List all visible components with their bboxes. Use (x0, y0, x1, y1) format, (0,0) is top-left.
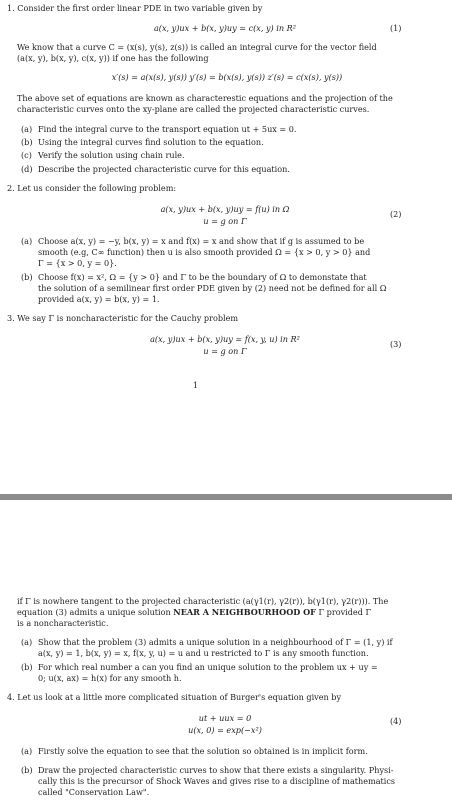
characteristic-system: x′(s) = a(x(s), y(s)) y′(s) = b(x(s), y(s)) z′(s) = c(x(s), y(s)) (111, 72, 343, 82)
q3-intro: 3. We say Γ is noncharacteristic for the Cauchy problem (7, 313, 239, 323)
q1-item-c (21, 150, 185, 161)
item-label: (b) (21, 765, 33, 775)
document-page-2 (0, 500, 452, 810)
item-label: (a) (21, 746, 33, 756)
q2-item-a (21, 236, 364, 247)
equation-4-line1: ut + uux = 0 (198, 713, 252, 723)
item-text-line1: For which real number a can you find an unique solution to the problem ux + uy = (38, 662, 378, 672)
item-text-line1: Show that the problem (3) admits a unique solution in a neighbourhood of Γ = (1, y) if (38, 637, 393, 647)
q4-item-b-line2: cally this is the precursor of Shock Waves and gives rise to a discipline of mathematics (38, 776, 396, 786)
equation-1-number: (1) (390, 23, 402, 33)
q3-item-b-line2: 0; u(x, ax) = h(x) for any smooth h. (38, 673, 182, 683)
item-label: (a) (21, 637, 33, 647)
item-text-line1: Draw the projected characteristic curves to show that there exists a singularity. Physi- (38, 765, 394, 775)
q3-item-b (21, 662, 378, 673)
equation-3-number: (3) (390, 339, 402, 349)
page-number: 1 (193, 380, 199, 390)
q4-intro: 4. Let us look at a little more complicated situation of Burger's equation given by (7, 692, 342, 702)
equation-2-line2: u = g on Γ (203, 216, 247, 226)
q2-item-b (21, 272, 367, 283)
q2-item-a-line3: Γ = {x > 0, y = 0}. (38, 258, 117, 268)
equation-4-number: (4) (390, 716, 402, 726)
item-label: (c) (21, 150, 32, 160)
item-text: Describe the projected characteristic curve for this equation. (38, 164, 290, 174)
item-text: Using the integral curves find solution to the equation. (38, 137, 264, 147)
item-label: (a) (21, 124, 33, 134)
q1-text-b-line2: characteristic curves onto the xy-plane are called the projected characteristic curves. (17, 104, 370, 114)
item-text-line1: Choose f(x) = x², Ω = {y > 0} and Γ to be the boundary of Ω to demonstate that (38, 272, 367, 282)
emphasis-text: NEAR A NEIGHBOURHOOD OF (173, 607, 316, 617)
q3-item-a (21, 637, 393, 648)
q3-item-a-line2: a(x, y) = 1, b(x, y) = x, f(x, y, u) = u and u restricted to Γ is any smooth function. (38, 648, 369, 658)
equation-3-line1: a(x, y)ux + b(x, y)uy = f(x, y, u) in R² (150, 334, 300, 344)
item-label: (b) (21, 137, 33, 147)
item-text: Verify the solution using chain rule. (38, 150, 185, 160)
q1-intro: 1. Consider the first order linear PDE in two variable given by (7, 3, 263, 13)
q1-item-d (21, 164, 290, 175)
q4-item-b (21, 765, 394, 776)
q1-text-b-line1: The above set of equations are known as characterestic equations and the projection of the (17, 93, 393, 103)
q3-continuation-line2 (17, 607, 371, 618)
item-label: (a) (21, 236, 33, 246)
item-text-line1: Firstly solve the equation to see that the solution so obtained is in implicit form. (38, 746, 368, 756)
continuation-text: equation (3) admits a unique solution (17, 607, 174, 617)
item-label: (b) (21, 272, 33, 282)
q4-item-a (21, 746, 368, 757)
equation-3-line2: u = g on Γ (203, 346, 247, 356)
q4-item-b-line3: called "Conservation Law". (38, 787, 150, 797)
item-text: Find the integral curve to the transport equation ut + 5ux = 0. (38, 124, 297, 134)
q1-text-a-line1: We know that a curve C = (x(s), y(s), z(s)) is called an integral curve for the vector field (17, 42, 377, 52)
q2-intro: 2. Let us consider the following problem: (7, 183, 177, 193)
q1-item-b (21, 137, 264, 148)
q3-continuation-line3: is a noncharacteristic. (17, 618, 109, 628)
q2-item-b-line3: provided a(x, y) = b(x, y) = 1. (38, 294, 160, 304)
q1-text-a-line2: (a(x, y), b(x, y), c(x, y)) if one has the following (17, 53, 209, 63)
equation-4-line2: u(x, 0) = exp(−x²) (188, 725, 262, 735)
continuation-text-tail: Γ provided Γ (315, 607, 372, 617)
q1-item-a (21, 124, 297, 135)
equation-1: a(x, y)ux + b(x, y)uy = c(x, y) in R² (153, 23, 297, 33)
equation-2-line1: a(x, y)ux + b(x, y)uy = f(u) in Ω (160, 204, 290, 214)
q2-item-a-line2: smooth (e.g, C∞ function) then u is also smooth provided Ω = {x > 0, y > 0} and (38, 247, 371, 257)
item-text-line1: Choose a(x, y) = −y, b(x, y) = x and f(x) = x and show that if g is assumed to be (38, 236, 365, 246)
q2-item-b-line2: the solution of a semilinear first order PDE given by (2) need not be defined for all Ω (38, 283, 387, 293)
equation-2-number: (2) (390, 209, 402, 219)
item-label: (b) (21, 662, 33, 672)
q3-continuation-line1: if Γ is nowhere tangent to the projected characteristic (a(γ1(r), γ2(r)), b(γ1(r), γ2(r))). The (17, 596, 389, 606)
item-label: (d) (21, 164, 33, 174)
